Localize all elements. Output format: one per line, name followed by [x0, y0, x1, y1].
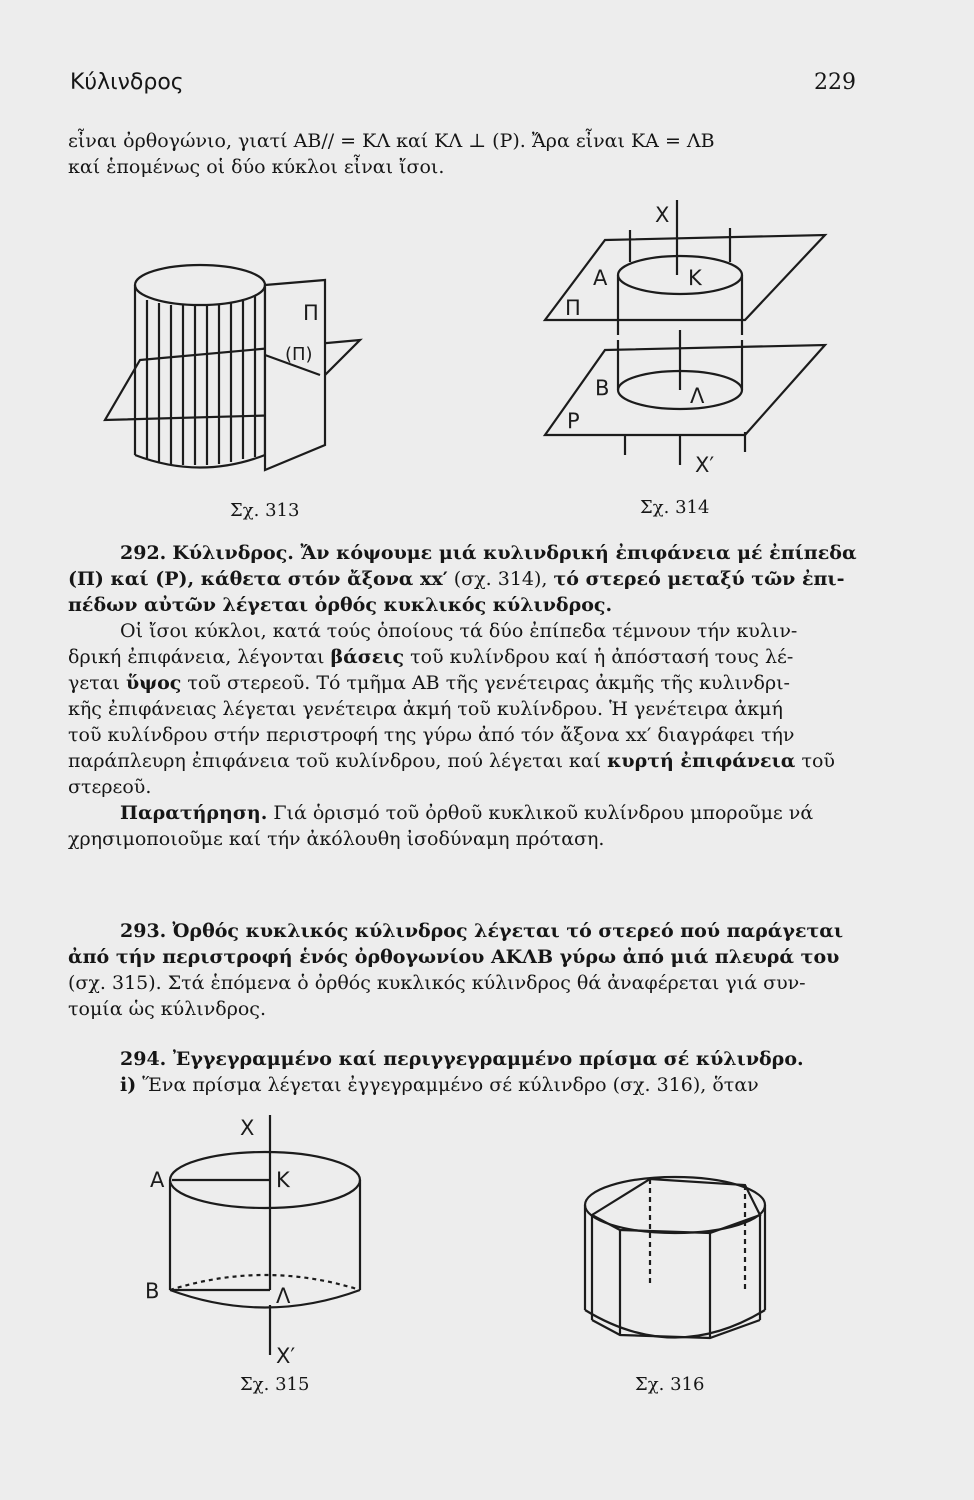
term-height: ὕψος: [126, 672, 182, 694]
figure-reference: (σχ. 314),: [453, 568, 548, 590]
plane-pi: [545, 235, 825, 320]
caption-314: Σχ. 314: [640, 497, 710, 518]
body-text: δρική ἐπιφάνεια, λέγονται: [68, 646, 325, 668]
label-a: Α: [593, 266, 608, 290]
intro-paragraph: [68, 128, 858, 180]
cylinder-surface-313: [135, 265, 265, 468]
label-b: Β: [595, 376, 610, 400]
label-x-prime-315: X′: [276, 1344, 296, 1368]
body-text: γεται: [68, 672, 120, 694]
label-l-315: Λ: [276, 1284, 291, 1308]
figure-313: [95, 255, 375, 489]
section-number: 293.: [120, 920, 167, 942]
term-convex-surface: κυρτή ἐπιφάνεια: [607, 750, 796, 772]
definition-text: τό στερεό μεταξύ τῶν ἐπι-: [553, 568, 845, 590]
running-head: Κύλινδρος: [70, 70, 184, 95]
label-k-315: Κ: [276, 1168, 290, 1192]
caption-315: Σχ. 315: [240, 1374, 310, 1395]
section-294: [68, 1046, 858, 1098]
section-293: [68, 918, 858, 1022]
body-line: στερεοῦ.: [68, 776, 152, 798]
label-k: Κ: [688, 266, 702, 290]
definition-text: πέδων αὐτῶν λέγεται ὀρθός κυκλικός κύλινδρος.: [68, 594, 613, 616]
section-292: [68, 540, 858, 852]
intro-line: εἶναι ὀρθογώνιο, γιατί ΑΒ// = ΚΛ καί ΚΛ ⊥ (Ρ). Ἄρα εἶναι ΚΑ = ΛΒ: [68, 130, 715, 152]
item-text: Ἕνα πρίσμα λέγεται ἐγγεγραμμένο σέ κύλινδρο (σχ. 316), ὅταν: [142, 1074, 759, 1096]
figure-315: [140, 1115, 380, 1379]
label-x-315: X: [240, 1116, 255, 1140]
body-text: παράπλευρη ἐπιφάνεια τοῦ κυλίνδρου, πού λέγεται καί: [68, 750, 602, 772]
note-label: Παρατήρηση.: [120, 802, 268, 824]
body-line: (σχ. 315). Στά ἑπόμενα ὁ ὀρθός κυκλικός κύλινδρος θά ἀναφέρεται γιά συν-: [68, 972, 806, 994]
body-text: τοῦ κυλίνδρου καί ἡ ἀπόστασή τους λέ-: [410, 646, 794, 668]
figure-314: [545, 200, 845, 494]
page-number: 229: [814, 70, 856, 95]
label-pi-314: Π: [565, 296, 581, 320]
caption-313: Σχ. 313: [230, 500, 300, 521]
body-text: τοῦ στερεοῦ. Τό τμῆμα ΑΒ τῆς γενέτειρας ἀκμῆς τῆς κυλινδρι-: [187, 672, 790, 694]
definition-head: Κύλινδρος. Ἄν κόψουμε μιά κυλινδρική ἐπιφάνεια μέ ἐπίπεδα: [172, 542, 857, 564]
body-line: τομία ὡς κύλινδρος.: [68, 998, 266, 1020]
label-p: Ρ: [567, 409, 580, 433]
label-x-prime: X′: [695, 453, 715, 477]
definition-text: (Π) καί (Ρ), κάθετα στόν ἄξονα xx′: [68, 568, 448, 590]
section-number: 292.: [120, 542, 167, 564]
body-text: τοῦ: [801, 750, 835, 772]
label-pi-paren: (Π): [285, 344, 313, 365]
label-pi: Π: [303, 301, 319, 325]
bottom-polygon: [592, 1320, 760, 1338]
label-b-315: Β: [145, 1279, 160, 1303]
caption-316: Σχ. 316: [635, 1374, 705, 1395]
term-bases: βάσεις: [330, 646, 405, 668]
label-l: Λ: [690, 384, 705, 408]
figure-316: [580, 1165, 780, 1369]
plane-p: [545, 345, 825, 435]
item-label: i): [120, 1074, 137, 1096]
body-line: τοῦ κυλίνδρου στήν περιστροφή της γύρω ἀπό τόν ἄξονα xx′ διαγράφει τήν: [68, 724, 795, 746]
top-polygon: [592, 1179, 760, 1233]
definition-text: ἀπό τήν περιστροφή ἑνός ὀρθογωνίου ΑΚΛΒ γύρω ἀπό μιά πλευρά του: [68, 946, 840, 968]
section-title: 294. Ἐγγεγραμμένο καί περιγγεγραμμένο πρίσμα σέ κύλινδρο.: [120, 1048, 804, 1070]
label-x: X: [655, 203, 670, 227]
label-a-315: Α: [150, 1168, 165, 1192]
body-line: Οἱ ἴσοι κύκλοι, κατά τούς ὁποίους τά δύο ἐπίπεδα τέμνουν τήν κυλιν-: [120, 620, 798, 642]
intro-line: καί ἑπομένως οἱ δύο κύκλοι εἶναι ἴσοι.: [68, 156, 445, 178]
note-text: χρησιμοποιοῦμε καί τήν ἀκόλουθη ἰσοδύναμη πρόταση.: [68, 828, 605, 850]
top-base-circle: [618, 256, 742, 294]
note-text: Γιά ὁρισμό τοῦ ὀρθοῦ κυκλικοῦ κυλίνδρου μποροῦμε νά: [273, 802, 814, 824]
body-line: κῆς ἐπιφάνειας λέγεται γενέτειρα ἀκμή τοῦ κυλίνδρου. Ἡ γενέτειρα ἀκμή: [68, 698, 783, 720]
definition-text: Ὀρθός κυκλικός κύλινδρος λέγεται τό στερεό πού παράγεται: [172, 920, 844, 942]
